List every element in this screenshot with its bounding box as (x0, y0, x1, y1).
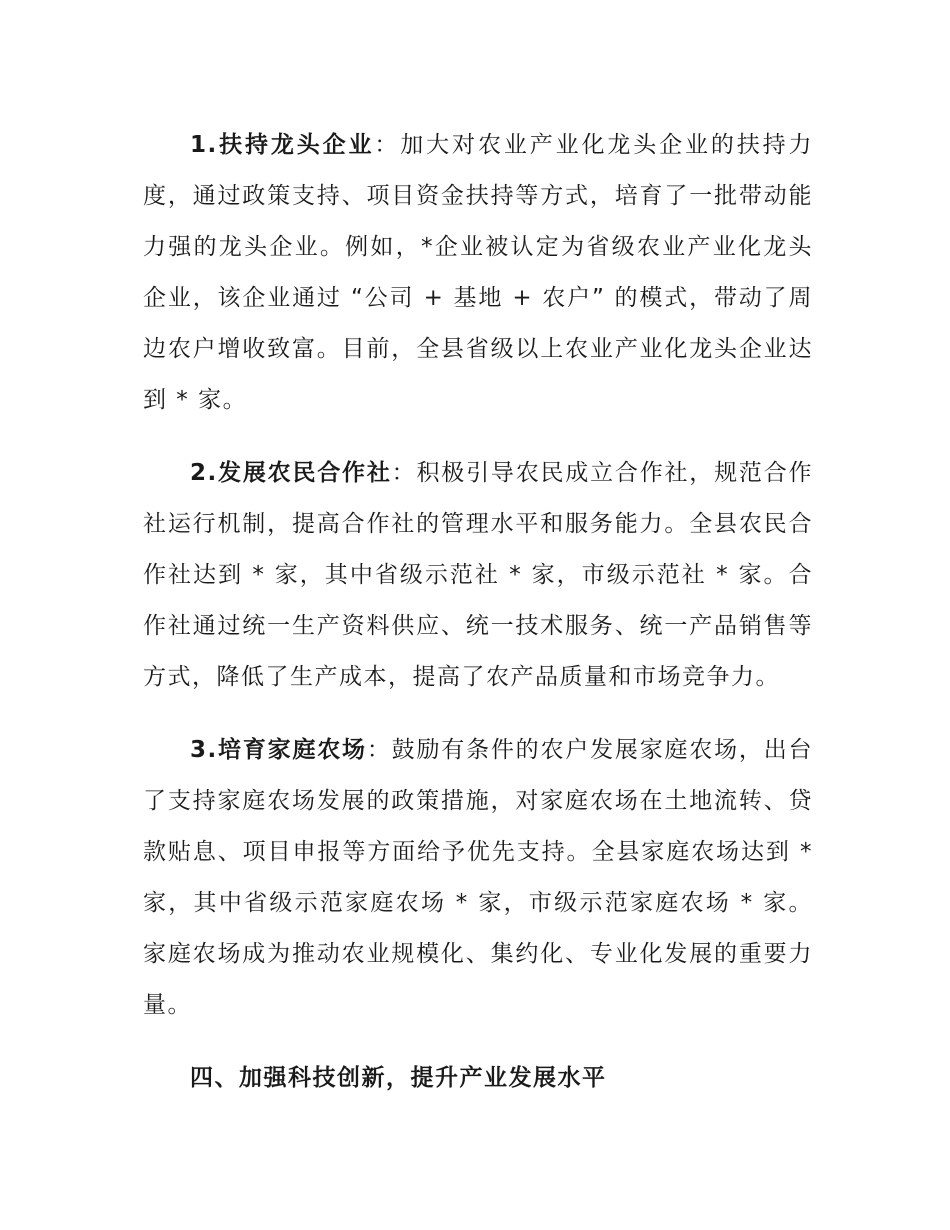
section-heading: 四、加强科技创新，提升产业发展水平 (190, 1065, 607, 1091)
lead-separator: ： (366, 737, 392, 763)
paragraph-lead: 1.扶持龙头企业 (190, 132, 375, 158)
lead-separator: ： (374, 132, 401, 158)
paragraph-dragon-head-enterprises (143, 120, 813, 426)
paragraph-lead: 3.培育家庭农场 (190, 737, 367, 763)
lead-separator: ： (391, 460, 417, 486)
paragraph-lead: 2.发展农民合作社 (190, 460, 392, 486)
paragraph-text: 积极引导农民成立合作社，规范合作社运行机制，提高合作社的管理水平和服务能力。全县农民合作社达到 * 家，其中省级示范社 * 家，市级示范社 * 家。合作社通过统一生产资料供应、统一技术服务、统一产品销售等方式，降低了生产成本，提高了农产品质量和市场竞争力。 (143, 460, 814, 690)
paragraph-family-farms (143, 725, 813, 1031)
paragraph-farmer-cooperatives (143, 448, 813, 703)
paragraph-text: 加大对农业产业化龙头企业的扶持力度，通过政策支持、项目资金扶持等方式，培育了一批带动能力强的龙头企业。例如，*企业被认定为省级农业产业化龙头企业，该企业通过 “公司 + 基地 + 农户” 的模式，带动了周边农户增收致富。目前，全县省级以上农业产业化龙头企业达到 * 家。 (143, 132, 814, 413)
document-body (143, 120, 813, 1104)
paragraph-text: 鼓励有条件的农户发展家庭农场，出台了支持家庭农场发展的政策措施，对家庭农场在土地流转、贷款贴息、项目申报等方面给予优先支持。全县家庭农场达到 * 家，其中省级示范家庭农场 * 家，市级示范家庭农场 * 家。家庭农场成为推动农业规模化、集约化、专业化发展的重要力量。 (143, 737, 814, 1018)
